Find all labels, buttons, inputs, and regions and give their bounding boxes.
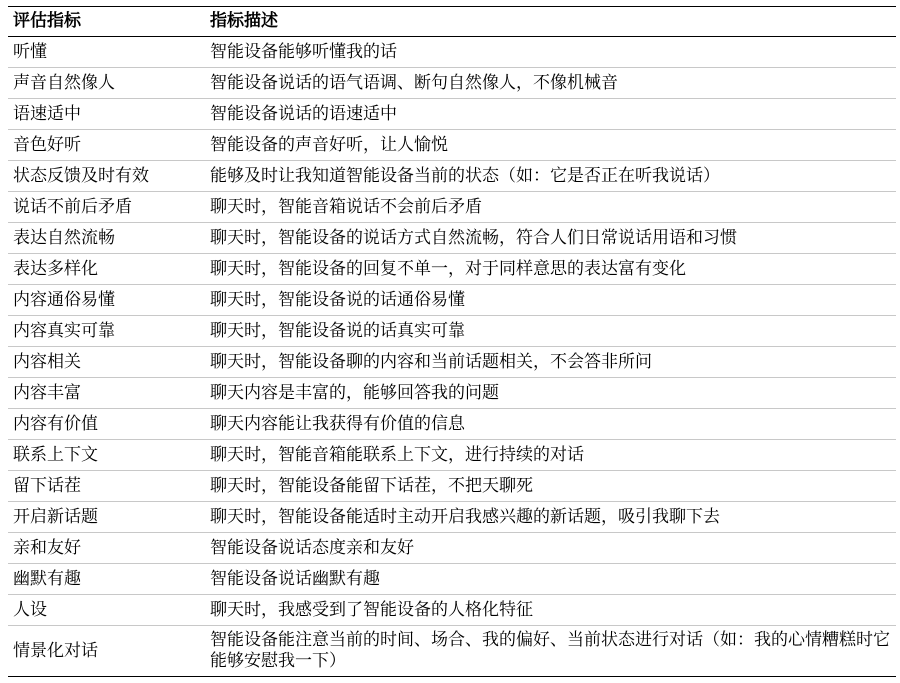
metric-cell: 语速适中	[8, 99, 204, 130]
metric-cell: 开启新话题	[8, 502, 204, 533]
header-description: 指标描述	[204, 7, 896, 37]
description-cell: 聊天时，智能音箱说话不会前后矛盾	[204, 192, 896, 223]
description-cell: 聊天时，我感受到了智能设备的人格化特征	[204, 595, 896, 626]
metric-cell: 内容真实可靠	[8, 316, 204, 347]
description-cell: 聊天时，智能设备的回复不单一，对于同样意思的表达富有变化	[204, 254, 896, 285]
table-row	[8, 564, 896, 595]
table-row	[8, 595, 896, 626]
metric-cell: 内容有价值	[8, 409, 204, 440]
metric-cell: 说话不前后矛盾	[8, 192, 204, 223]
description-cell: 智能设备说话的语气语调、断句自然像人，不像机械音	[204, 68, 896, 99]
table-row	[8, 409, 896, 440]
table-row	[8, 440, 896, 471]
description-cell: 聊天时，智能设备的说话方式自然流畅，符合人们日常说话用语和习惯	[204, 223, 896, 254]
metric-cell: 情景化对话	[8, 626, 204, 677]
table-row	[8, 626, 896, 677]
evaluation-metrics-table	[8, 6, 896, 677]
description-cell: 智能设备说话的语速适中	[204, 99, 896, 130]
table-row	[8, 471, 896, 502]
metric-cell: 表达多样化	[8, 254, 204, 285]
table-row	[8, 316, 896, 347]
table-row	[8, 37, 896, 68]
description-cell: 聊天时，智能设备能适时主动开启我感兴趣的新话题，吸引我聊下去	[204, 502, 896, 533]
metric-cell: 联系上下文	[8, 440, 204, 471]
description-cell: 聊天时，智能设备说的话通俗易懂	[204, 285, 896, 316]
metric-cell: 亲和友好	[8, 533, 204, 564]
table-row	[8, 192, 896, 223]
table-row	[8, 223, 896, 254]
metric-cell: 幽默有趣	[8, 564, 204, 595]
table-row	[8, 68, 896, 99]
metric-cell: 内容相关	[8, 347, 204, 378]
metric-cell: 内容通俗易懂	[8, 285, 204, 316]
table-row	[8, 254, 896, 285]
description-cell: 聊天时，智能设备能留下话茬，不把天聊死	[204, 471, 896, 502]
metric-cell: 状态反馈及时有效	[8, 161, 204, 192]
metric-cell: 表达自然流畅	[8, 223, 204, 254]
header-metric: 评估指标	[8, 7, 204, 37]
description-cell: 聊天时，智能设备聊的内容和当前话题相关，不会答非所问	[204, 347, 896, 378]
table-row	[8, 502, 896, 533]
table-row	[8, 161, 896, 192]
table-header-row	[8, 7, 896, 37]
metric-cell: 留下话茬	[8, 471, 204, 502]
description-cell: 智能设备说话幽默有趣	[204, 564, 896, 595]
metric-cell: 内容丰富	[8, 378, 204, 409]
metric-cell: 音色好听	[8, 130, 204, 161]
description-cell: 智能设备的声音好听，让人愉悦	[204, 130, 896, 161]
description-cell: 聊天内容能让我获得有价值的信息	[204, 409, 896, 440]
description-cell: 聊天内容是丰富的，能够回答我的问题	[204, 378, 896, 409]
metric-cell: 人设	[8, 595, 204, 626]
description-cell: 智能设备能够听懂我的话	[204, 37, 896, 68]
description-cell: 智能设备能注意当前的时间、场合、我的偏好、当前状态进行对话（如：我的心情糟糕时它能够安慰我一下）	[204, 626, 896, 677]
description-cell: 能够及时让我知道智能设备当前的状态（如：它是否正在听我说话）	[204, 161, 896, 192]
description-cell: 聊天时，智能音箱能联系上下文，进行持续的对话	[204, 440, 896, 471]
table-row	[8, 378, 896, 409]
table-row	[8, 285, 896, 316]
metric-cell: 声音自然像人	[8, 68, 204, 99]
table-row	[8, 347, 896, 378]
description-cell: 聊天时，智能设备说的话真实可靠	[204, 316, 896, 347]
description-cell: 智能设备说话态度亲和友好	[204, 533, 896, 564]
table-row	[8, 533, 896, 564]
table-row	[8, 99, 896, 130]
table-row	[8, 130, 896, 161]
metric-cell: 听懂	[8, 37, 204, 68]
